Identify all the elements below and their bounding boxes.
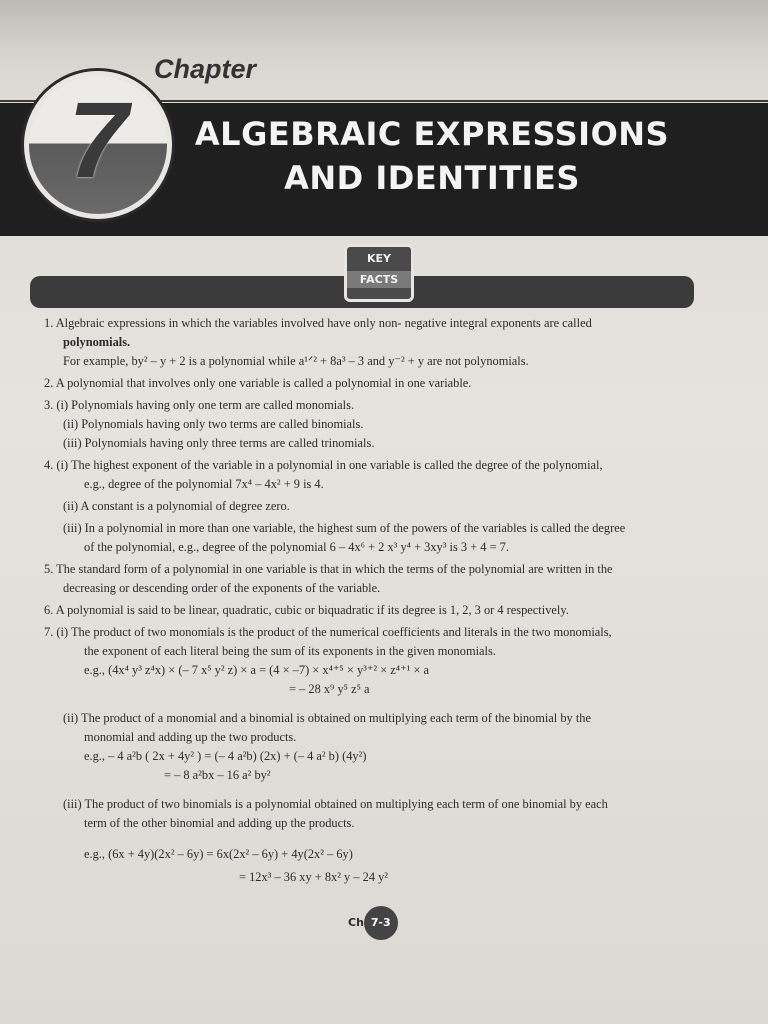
chapter-label: Chapter (154, 54, 257, 84)
fact-line: For example, by² – y + 2 is a polynomial while a¹ᐟ² + 8a³ – 3 and y⁻² + y are not polynomials. (63, 354, 529, 368)
fact-line: 3. (i) Polynomials having only one term are called monomials. (44, 398, 355, 412)
key-facts-list (44, 314, 734, 887)
fact-line: e.g., (4x⁴ y³ z⁴x) × (– 7 x⁵ y² z) × a = (4 × –7) × x⁴⁺⁵ × y³⁺² × z⁴⁺¹ × a (84, 663, 430, 677)
key-facts-line2: FACTS (347, 271, 411, 288)
fact-line: of the polynomial, e.g., degree of the polynomial 6 – 4x⁶ + 2 x³ y⁴ + 3xy³ is 3 + 4 = 7. (84, 540, 509, 554)
fact-line: (iii) Polynomials having only three terms are called trinomials. (63, 436, 375, 450)
fact-line: (ii) A constant is a polynomial of degree zero. (63, 499, 290, 513)
chapter-number-badge (24, 71, 172, 219)
previous-page-edge (0, 0, 768, 52)
fact-line: = – 28 x⁹ y⁵ z⁵ a (289, 682, 370, 696)
fact-line: term of the other binomial and adding up the products. (84, 816, 355, 830)
chapter-title-line2: AND IDENTITIES (284, 159, 580, 197)
fact-line: 6. A polynomial is said to be linear, quadratic, cubic or biquadratic if its degree is 1, 2, 3 or 4 respectively. (44, 603, 569, 617)
fact-line: decreasing or descending order of the exponents of the variable. (63, 581, 381, 595)
fact-line: the exponent of each literal being the sum of its exponents in the given monomials. (84, 644, 496, 658)
chapter-title-line1: ALGEBRAIC EXPRESSIONS (194, 115, 670, 153)
key-facts-line1: KEY (366, 252, 391, 265)
fact-line: 5. The standard form of a polynomial in one variable is that in which the terms of the polynomial are written in the (44, 562, 613, 576)
fact-line: (iii) The product of two binomials is a polynomial obtained on multiplying each term of one binomial by each (63, 797, 608, 811)
fact-line: e.g., (6x + 4y)(2x² – 6y) = 6x(2x² – 6y) + 4y(2x² – 6y) (84, 847, 353, 861)
fact-line: monomial and adding up the two products. (84, 730, 297, 744)
fact-line: 1. Algebraic expressions in which the variables involved have only non- negative integral exponents are called (44, 316, 592, 330)
fact-line: polynomials. (63, 335, 131, 349)
page-prefix: Ch (348, 916, 364, 929)
fact-line: (ii) Polynomials having only two terms are called binomials. (63, 417, 364, 431)
fact-line: = 12x³ – 36 xy + 8x² y – 24 y² (239, 870, 389, 884)
fact-line: 4. (i) The highest exponent of the variable in a polynomial in one variable is called the degree of the polynomial, (44, 458, 603, 472)
fact-line: (ii) The product of a monomial and a binomial is obtained on multiplying each term of the binomial by the (63, 711, 591, 725)
fact-line: (iii) In a polynomial in more than one variable, the highest sum of the powers of the variables is called the degree (63, 521, 626, 535)
fact-line: 7. (i) The product of two monomials is the product of the numerical coefficients and literals in the two monomials, (44, 625, 612, 639)
fact-line: 2. A polynomial that involves only one variable is called a polynomial in one variable. (44, 376, 472, 390)
chapter-number: 7 (67, 79, 129, 200)
chapter-title (172, 112, 692, 200)
fact-line: = – 8 a²bx – 16 a² by² (164, 768, 271, 782)
key-facts-badge (344, 244, 414, 302)
fact-line: e.g., – 4 a²b ( 2x + 4y² ) = (– 4 a²b) (2x) + (– 4 a² b) (4y²) (84, 749, 367, 763)
page-number-tag (348, 906, 398, 940)
page-number: 7-3 (364, 906, 398, 940)
fact-line: e.g., degree of the polynomial 7x⁴ – 4x² + 9 is 4. (84, 477, 324, 491)
